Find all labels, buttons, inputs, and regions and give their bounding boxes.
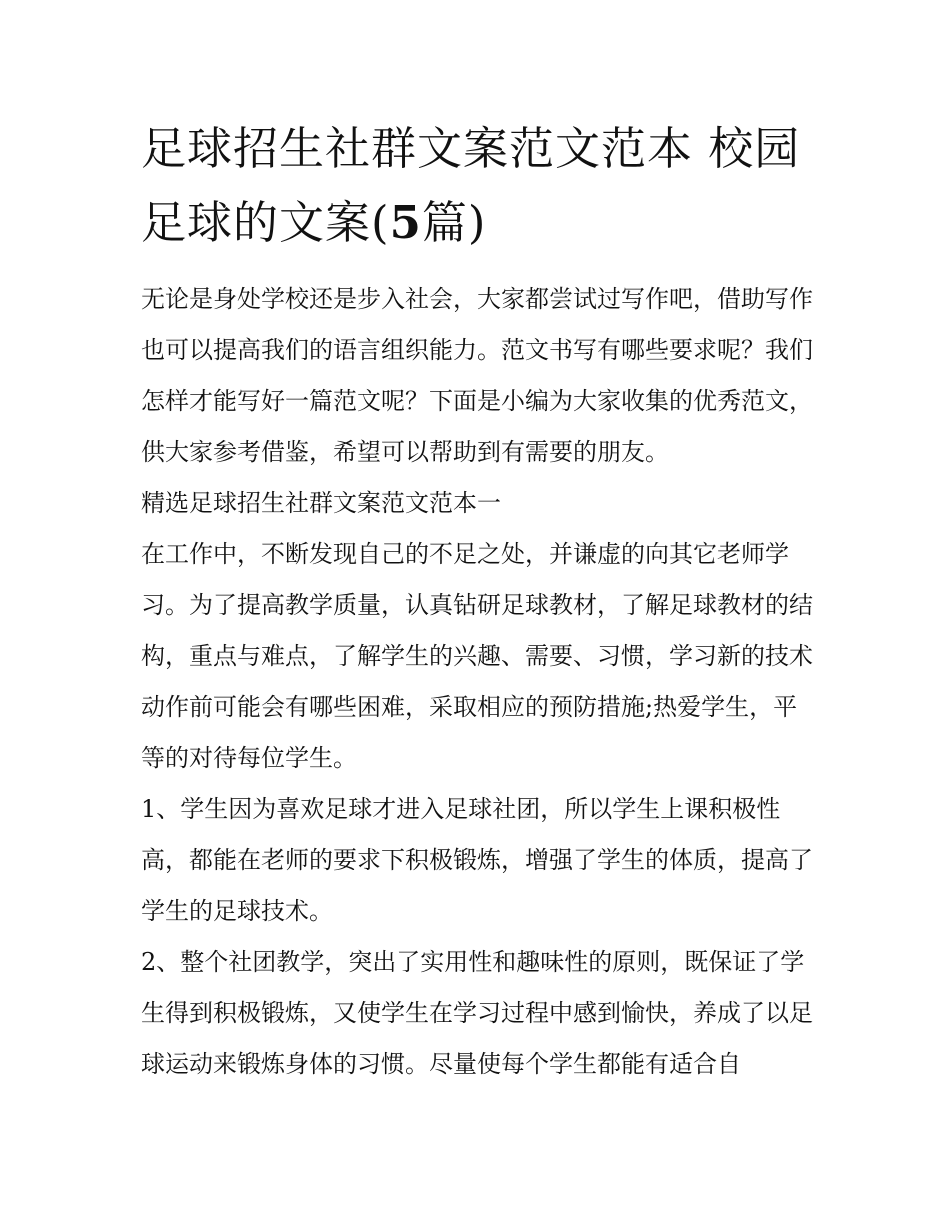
title-text-end: 篇) — [421, 196, 487, 249]
document-title — [141, 112, 813, 260]
document-page — [141, 112, 813, 1090]
section-heading: 精选足球招生社群文案范文范本一 — [141, 489, 501, 517]
body-paragraph: 1、学生因为喜欢足球才进入足球社团，所以学生上课积极性高，都能在老师的要求下积极锻炼，增强了学生的体质，提高了学生的足球技术。 — [141, 795, 813, 925]
title-text: 足球招生社群文案范文范本 校园足球的文案( — [141, 122, 801, 249]
title-number: 5 — [389, 196, 422, 249]
body-paragraph: 2、整个社团教学，突出了实用性和趣味性的原则，既保证了学生得到积极锻炼，又使学生在学习过程中感到愉快，养成了以足球运动来锻炼身体的习惯。尽量使每个学生都能有适合自 — [141, 948, 813, 1078]
intro-paragraph: 无论是身处学校还是步入社会，大家都尝试过写作吧，借助写作也可以提高我们的语言组织能力。范文书写有哪些要求呢？我们怎样才能写好一篇范文呢？下面是小编为大家收集的优秀范文，供大家参考借鉴，希望可以帮助到有需要的朋友。 — [141, 285, 813, 466]
body-paragraph: 在工作中，不断发现自己的不足之处，并谦虚的向其它老师学习。为了提高教学质量，认真钻研足球教材，了解足球教材的结构，重点与难点，了解学生的兴趣、需要、习惯，学习新的技术动作前可能会有哪些困难，采取相应的预防措施;热爱学生，平等的对待每位学生。 — [141, 540, 813, 772]
